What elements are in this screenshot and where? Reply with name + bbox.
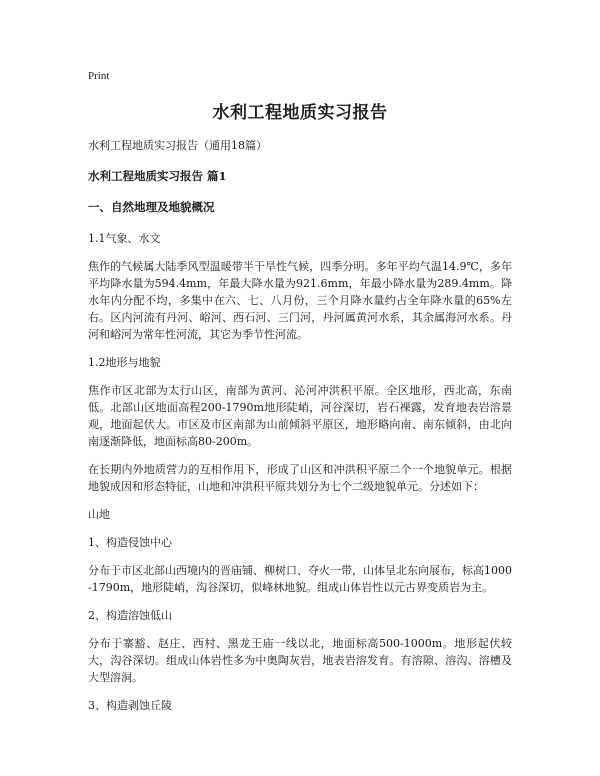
section-heading: 水利工程地质实习报告 篇1 xyxy=(88,169,227,183)
paragraph: 3、构造剥蚀丘陵 xyxy=(88,699,172,712)
document-subtitle: 水利工程地质实习报告（通用18篇） xyxy=(88,139,267,152)
paragraph: 1.1气象、水文 xyxy=(88,232,161,245)
paragraph: 分布于寨豁、赵庄、西村、黑龙王庙一线以北，地面标高500-1000m。地形起伏较大，沟谷深切。组成山体岩性多为中奥陶灰岩，地表岩溶发育。有溶隙、溶沟、溶槽及大型溶洞。 xyxy=(88,637,512,684)
paragraph: 2、构造溶蚀低山 xyxy=(88,609,172,622)
paragraph: 1、构造侵蚀中心 xyxy=(88,536,172,549)
paragraph: 焦作的气候属大陆季风型温暖带半干旱性气候，四季分明。多年平均气温14.9℃，多年平均降水量为594.4mm，年最大降水量为921.6mm，年最小降水量为289.4mm。降水年内分配不均，多集中在六、七、八月份，三个月降水量约占全年降水量的65%左右。区内河流有丹河、峪河、西石河、三门河，丹河属黄河水系，其余属海河水系。丹河和峪河为常年性河流，其它为季节性河流。 xyxy=(88,260,512,341)
part-heading: 一、自然地理及地貌概况 xyxy=(88,200,215,214)
print-link[interactable]: Print xyxy=(88,70,110,82)
paragraph: 1.2地形与地貌 xyxy=(88,356,161,369)
paragraph: 焦作市区北部为太行山区，南部为黄河、沁河冲洪积平原。全区地形，西北高，东南低。北部山区地面高程200-1790m地形陡峭，河谷深切，岩石裸露，发育地表岩溶景观，地面起伏大。市区及市区南部为山前倾斜平原区，地形略向南、南东倾斜，由北向南逐渐降低，地面标高80-200m。 xyxy=(88,384,512,448)
paragraph: 分布于市区北部山西境内的晋庙铺、柳树口、夺火一带，山体呈北东向展布，标高1000-1790m，地形陡峭，沟谷深切，似峰林地貌。组成山体岩性以元古界变质岩为主。 xyxy=(88,564,512,594)
paragraph: 在长期内外地质营力的互相作用下，形成了山区和冲洪积平原二个一个地貌单元。根据地貌成因和形态特征，山地和冲洪积平原共划分为七个二级地貌单元。分述如下： xyxy=(88,463,512,493)
paragraph: 山地 xyxy=(88,508,110,521)
document-title: 水利工程地质实习报告 xyxy=(212,103,388,123)
